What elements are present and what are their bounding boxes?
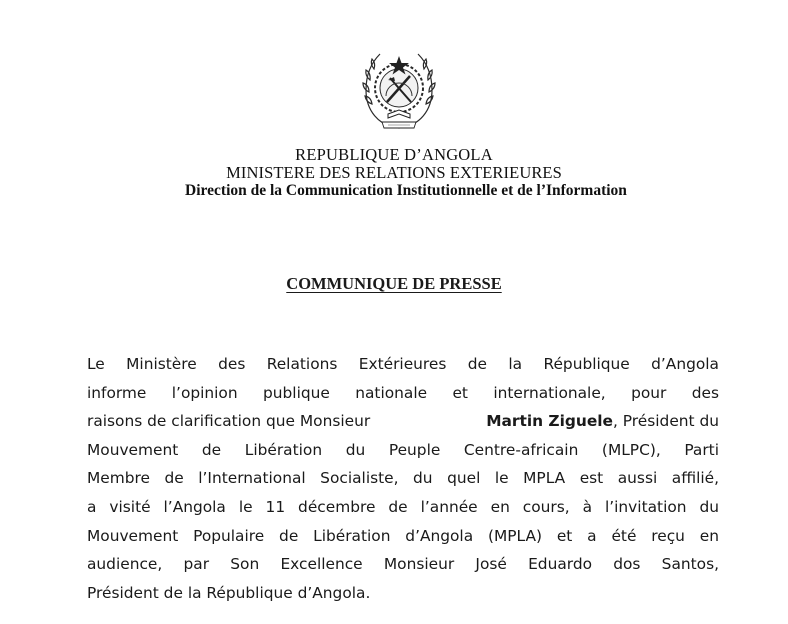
body-line-3 [87,407,719,436]
body-line-6: a visité l’Angola le 11 décembre de l’année en cours, à l’invitation du [87,497,719,516]
body-line-1: Le Ministère des Relations Extérieures de la République d’Angola [87,355,719,373]
document-title-text: COMMUNIQUE DE PRESSE [286,274,502,293]
press-release-body [87,350,719,607]
body-line-4: Mouvement de Libération du Peuple Centre-africain (MLPC), Parti [87,440,719,459]
body-line-5: Membre de l’International Socialiste, du quel le MPLA est aussi affilié, [87,469,719,488]
body-line-9: Président de la République d’Angola. [87,583,371,602]
ministry-heading: MINISTERE DES RELATIONS EXTERIEURES [226,163,562,182]
body-line-7: Mouvement Populaire de Libération d’Angola (MPLA) et a été reçu en [87,526,719,545]
directorate-heading: Direction de la Communication Institutionnelle et de l’Information [185,182,627,199]
body-line-2: informe l’opinion publique nationale et internationale, pour des [87,383,719,402]
person-name: Martin Ziguele [486,412,613,431]
republic-heading: REPUBLIQUE D’ANGOLA [295,145,493,164]
document-title [0,274,788,294]
body-line-8: audience, par Son Excellence Monsieur José Eduardo dos Santos, [87,555,719,574]
body-line-3-rest [486,407,719,436]
body-line-3-start: raisons de clarification que Monsieur [87,412,371,431]
body-line-3-end: , Président du [613,412,719,431]
angola-coat-of-arms-icon [358,44,440,136]
